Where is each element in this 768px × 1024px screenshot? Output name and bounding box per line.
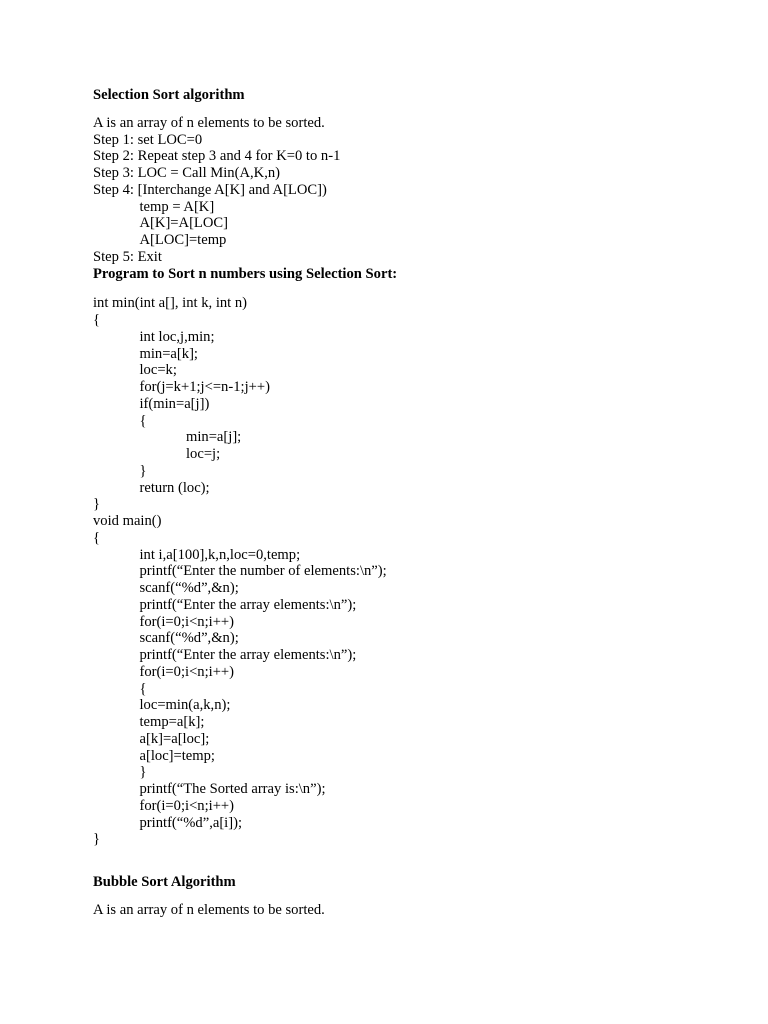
code-line: } bbox=[93, 496, 101, 513]
document-page bbox=[93, 87, 733, 919]
code-line: { bbox=[93, 529, 101, 546]
code-line: loc=k; bbox=[139, 362, 177, 379]
selection-sort-heading: Selection Sort algorithm bbox=[93, 87, 245, 103]
algorithm-step: Step 3: LOC = Call Min(A,K,n) bbox=[93, 165, 280, 181]
code-line: min=a[k]; bbox=[139, 345, 198, 362]
code-line: scanf(“%d”,&n); bbox=[139, 580, 239, 596]
code-line: printf(“Enter the array elements:\n”); bbox=[139, 647, 357, 663]
code-line: loc=min(a,k,n); bbox=[139, 697, 231, 714]
selection-intro: A is an array of n elements to be sorted. bbox=[93, 114, 325, 131]
code-line: void main() bbox=[93, 513, 162, 529]
code-line: return (loc); bbox=[139, 479, 210, 496]
code-line: min=a[j]; bbox=[186, 429, 242, 446]
algorithm-step: Step 5: Exit bbox=[93, 248, 162, 265]
code-line: { bbox=[139, 680, 147, 697]
code-line: int loc,j,min; bbox=[139, 328, 215, 345]
code-line: for(i=0;i<n;i++) bbox=[139, 613, 235, 630]
code-line: loc=j; bbox=[186, 446, 221, 462]
code-line: for(i=0;i<n;i++) bbox=[139, 663, 235, 680]
code-line: if(min=a[j]) bbox=[139, 395, 210, 412]
code-line: scanf(“%d”,&n); bbox=[139, 630, 239, 647]
code-line: } bbox=[93, 831, 101, 848]
program-heading: Program to Sort n numbers using Selection Sort: bbox=[93, 265, 398, 282]
bubble-sort-heading: Bubble Sort Algorithm bbox=[93, 874, 236, 890]
code-line: printf(“The Sorted array is:\n”); bbox=[139, 781, 326, 797]
code-line: printf(“%d”,a[i]); bbox=[139, 814, 243, 831]
algorithm-step: Step 2: Repeat step 3 and 4 for K=0 to n-1 bbox=[93, 148, 341, 165]
code-line: a[loc]=temp; bbox=[139, 747, 215, 764]
algorithm-step: Step 4: [Interchange A[K] and A[LOC]) bbox=[93, 181, 327, 198]
code-line: temp=a[k]; bbox=[139, 714, 205, 730]
code-line: { bbox=[93, 312, 101, 328]
algorithm-substep: A[LOC]=temp bbox=[139, 232, 227, 248]
code-line: } bbox=[139, 462, 147, 479]
algorithm-substep: temp = A[K] bbox=[139, 198, 215, 215]
code-line: int min(int a[], int k, int n) bbox=[93, 295, 248, 312]
code-line: printf(“Enter the number of elements:\n”); bbox=[139, 563, 387, 580]
code-line: int i,a[100],k,n,loc=0,temp; bbox=[139, 546, 301, 563]
code-line: a[k]=a[loc]; bbox=[139, 730, 210, 747]
algorithm-step: Step 1: set LOC=0 bbox=[93, 131, 203, 148]
code-line: { bbox=[139, 412, 147, 429]
code-line: for(j=k+1;j<=n-1;j++) bbox=[139, 379, 270, 395]
code-line: for(i=0;i<n;i++) bbox=[139, 797, 235, 814]
code-line: printf(“Enter the array elements:\n”); bbox=[139, 596, 357, 613]
bubble-intro: A is an array of n elements to be sorted. bbox=[93, 901, 325, 918]
code-line: } bbox=[139, 764, 147, 781]
algorithm-substep: A[K]=A[LOC] bbox=[139, 215, 228, 232]
